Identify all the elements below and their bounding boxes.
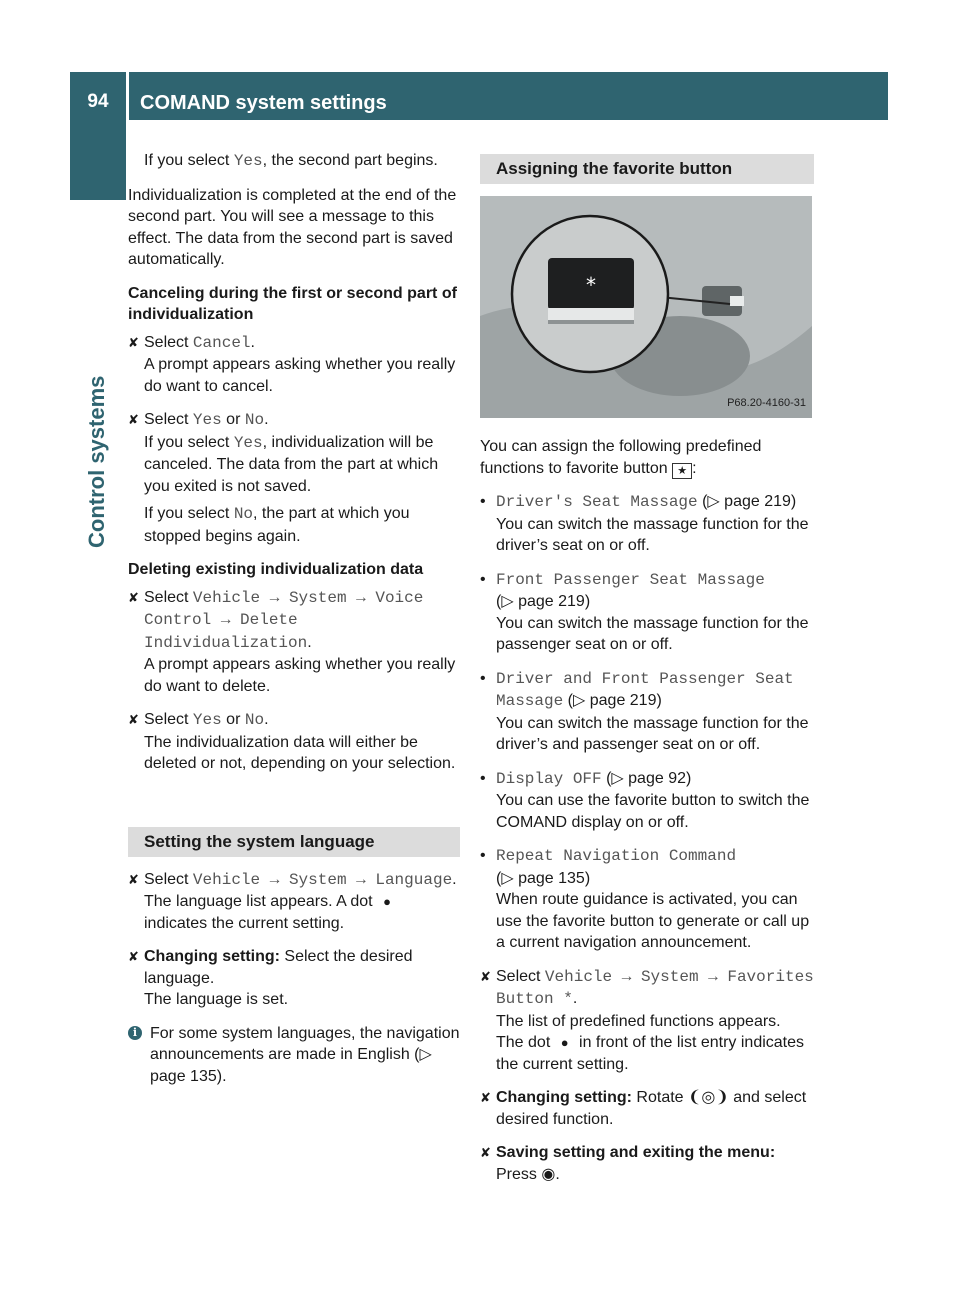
list-item: • Front Passenger Seat Massage (▷ page 219) You can switch the massage function for the passenger seat on or off. xyxy=(480,570,809,653)
list-item: • Driver and Front Passenger Seat Massage (▷ page 219) You can switch the massage function for the driver’s and passenger seat on or off. xyxy=(480,669,809,753)
para-completed: Individualization is completed at the end of the second part. You will see a message to this effect. The data from the second part is saved automatically. xyxy=(128,186,457,268)
favorite-star-icon: ★ xyxy=(672,463,692,479)
bullet-icon: • xyxy=(480,493,486,510)
list-item: • Repeat Navigation Command (▷ page 135) When route guidance is activated, you can use the favorite button to generate or call up a current navigation announcement. xyxy=(480,847,810,951)
favorite-button-photo xyxy=(480,196,812,418)
list-item: • Driver's Seat Massage (▷ page 219) You can switch the massage function for the driver’s seat on or off. xyxy=(480,493,809,554)
side-label xyxy=(84,375,112,548)
arrow-step-icon: ✘ xyxy=(480,1090,491,1105)
page-title: COMAND system settings xyxy=(140,92,387,114)
favorite-star-icon: * xyxy=(586,273,596,297)
left-column xyxy=(128,150,460,1099)
bullet-icon: • xyxy=(480,847,486,864)
step-select-cancel: ✘ Select Cancel. A prompt appears asking whether you really do want to cancel. xyxy=(128,333,456,395)
step-changing-language: ✘ Changing setting: Select the desired language. The language is set. xyxy=(128,948,413,1008)
step-language-path: ✘ Select Vehicle → System → Language. The language list appears. A dot ● indicates the current setting. xyxy=(128,870,457,932)
step-select-yes-no: ✘ Select Yes or No. If you select Yes, individualization will be canceled. The data from the part at which you exited is not saved. xyxy=(128,411,439,495)
info-icon: i xyxy=(128,1026,142,1040)
intro-favorite: You can assign the following predefined functions to favorite button ★ : xyxy=(480,438,762,477)
photo-code: P68.20-4160-31 xyxy=(727,396,806,409)
bullet-icon: • xyxy=(480,570,486,588)
right-column xyxy=(480,154,814,1197)
page-number: 94 xyxy=(87,91,109,112)
side-label-text: Control systems xyxy=(84,375,109,548)
section-favorite-button: Assigning the favorite button xyxy=(480,154,814,184)
arrow-step-icon: ✘ xyxy=(480,968,491,984)
bullet-icon: • xyxy=(480,769,486,787)
arrow-step-icon: ✘ xyxy=(128,589,139,605)
press-controller-icon: ◉ xyxy=(541,1165,556,1183)
header-divider xyxy=(126,72,129,120)
arrow-step-icon: ✘ xyxy=(128,334,139,350)
para-second-part: If you select Yes, the second part begins. xyxy=(144,152,438,170)
bullet-icon: ● xyxy=(560,1035,569,1050)
list-item: • Display OFF (▷ page 92) You can use the favorite button to switch the COMAND display on or off. xyxy=(480,769,810,831)
arrow-step-icon: ✘ xyxy=(128,949,139,964)
bullet-icon: • xyxy=(480,669,486,687)
bullet-icon: ● xyxy=(383,894,391,909)
step-delete-path: ✘ Select Vehicle → System → Voice Control → Delete Individualization. A prompt appears asking whether you really do want to delete. xyxy=(128,588,456,695)
para-if-no: If you select No, the part at which you stopped begins again. xyxy=(144,505,410,545)
console-illustration xyxy=(480,196,812,418)
step-favorites-path: ✘ Select Vehicle → System → Favorites Button *. The list of predefined functions appears. The dot ● in front of the list entry indicates the current setting. xyxy=(480,967,814,1073)
arrow-step-icon: ✘ xyxy=(480,1145,491,1160)
controller-rotate-icon: ❨◎❩ xyxy=(688,1089,729,1106)
step-saving-favorite: ✘ Saving setting and exiting the menu: Press ◉. xyxy=(480,1144,776,1183)
heading-deleting: Deleting existing individualization data xyxy=(128,561,424,578)
arrow-step-icon: ✘ xyxy=(128,412,139,427)
side-tab xyxy=(70,120,126,200)
arrow-step-icon: ✘ xyxy=(128,871,139,887)
step-changing-favorite: ✘ Changing setting: Rotate ❨◎❩ and select desired function. xyxy=(480,1089,807,1128)
section-system-language: Setting the system language xyxy=(128,827,460,857)
heading-canceling: Canceling during the first or second part of individualization xyxy=(128,284,457,323)
info-note: i For some system languages, the navigation announcements are made in English (▷ page 135). xyxy=(128,1023,460,1088)
step-delete-yes-no: ✘ Select Yes or No. The individualization data will either be deleted or not, depending on your selection. xyxy=(128,711,456,772)
arrow-step-icon: ✘ xyxy=(128,712,139,727)
